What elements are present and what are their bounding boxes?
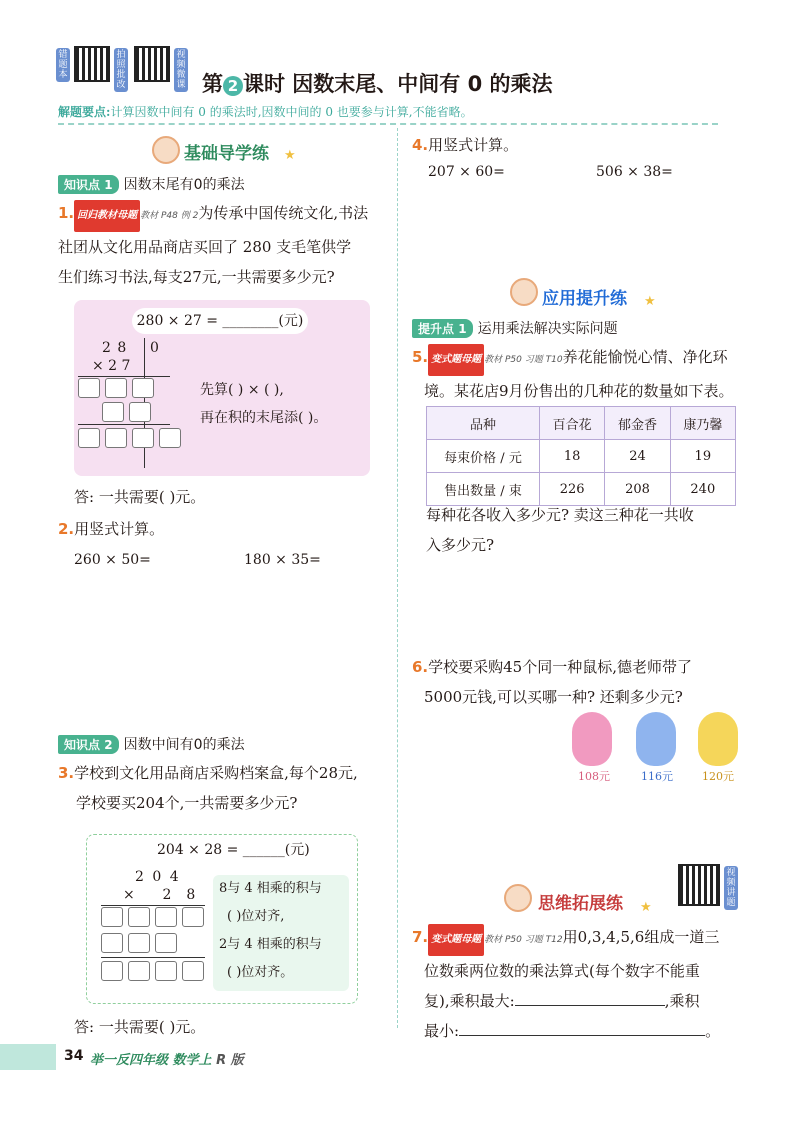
question-1	[58, 198, 388, 292]
video-explain-label: 视频讲题	[724, 866, 738, 910]
section-apply-title: 应用提升练	[542, 289, 627, 309]
mouse-price-2: 116元	[641, 770, 673, 783]
q1-box-row1	[78, 378, 154, 402]
table-row: 售出数量 / 束 226 208 240	[427, 473, 736, 506]
kp2-tag: 知识点 2	[58, 735, 119, 754]
q1-equation: 280 × 27 = ________(元)	[132, 308, 308, 334]
q1-line1: 为传承中国传统文化,书法	[198, 204, 369, 222]
blue-mouse-icon	[636, 712, 676, 766]
q4-expr-1: 207 × 60=	[428, 164, 505, 180]
q1-hint: 先算( ) × ( ), 再在积的末尾添( )。	[200, 382, 328, 426]
q2-expr-2: 180 × 35=	[244, 552, 321, 568]
lesson-number: 2	[223, 76, 243, 96]
knowledge-point-1	[58, 174, 245, 194]
max-product-blank[interactable]	[515, 1005, 665, 1006]
kid-mascot-icon	[152, 136, 180, 164]
lesson-title: 第 2 课时 因数末尾、中间有 0 的乘法	[202, 72, 553, 96]
q3-digits-row1: 2 0 4	[135, 869, 181, 885]
tips-text: 计算因数中间有 0 的乘法时,因数中间的 0 也要参与计算,不能省略。	[110, 105, 473, 119]
video-explain-qr-code[interactable]	[678, 864, 720, 906]
tips-label: 解题要点:	[58, 105, 111, 119]
section-basic-title: 基础导学练	[184, 144, 269, 164]
table-header-row: 品种 百合花 郁金香 康乃馨	[427, 407, 736, 440]
q1-work-panel	[74, 300, 370, 476]
question-2: 2.用竖式计算。	[58, 520, 165, 538]
question-5: 5. 变式题母题 教材 P50 习题 T10养花能愉悦心情、净化环 境。某花店9月份售出的几种花的数量如下表。	[412, 342, 748, 406]
q3-answer: 答: 一共需要( )元。	[74, 1018, 206, 1036]
mouse-price-3: 120元	[702, 770, 734, 783]
kid-mascot-icon	[510, 278, 538, 306]
q1-answer: 答: 一共需要( )元。	[74, 488, 206, 506]
wrong-book-tag	[56, 48, 70, 82]
q1-digit-zero: 0	[150, 340, 159, 356]
pink-mouse-icon	[572, 712, 612, 766]
column-divider	[397, 128, 398, 1028]
star-icon: ★	[640, 900, 652, 915]
kp1-tag: 知识点 1	[58, 175, 119, 194]
yellow-mouse-icon	[698, 712, 738, 766]
kp2-text: 因数中间有0的乘法	[123, 737, 245, 753]
tips-bar	[58, 103, 718, 125]
photo-grading-label: 拍照批改	[114, 48, 128, 92]
q3-note: 8与 4 相乘的积与 ( )位对齐, 2与 4 相乘的积与 ( )位对齐。	[213, 875, 349, 991]
video-lesson-qr-code[interactable]	[134, 46, 170, 82]
q1-rule	[78, 376, 170, 377]
q3-equation: 204 × 28 = ______(元)	[157, 842, 310, 858]
question-7: 7. 变式题母题 教材 P50 习题 T12用0,3,4,5,6组成一道三 位数乘两位数的乘法算式(每个数字不能重 复),乘积最大: ,乘积 最小: 。	[412, 922, 752, 1046]
q1-badge: 回归教材母题	[74, 200, 140, 232]
improve-point-1	[412, 318, 618, 338]
star-icon: ★	[644, 294, 656, 309]
q2-expr-1: 260 × 50=	[74, 552, 151, 568]
star-icon: ★	[284, 148, 296, 163]
q1-ref: 教材 P48 例 2	[140, 211, 199, 221]
q1-line3: 生们练习书法,每支27元,一共需要多少元?	[58, 268, 335, 286]
flower-sales-table	[426, 406, 736, 506]
q1-number: 1.	[58, 204, 75, 222]
q4-expr-2: 506 × 38=	[596, 164, 673, 180]
question-4: 4.用竖式计算。	[412, 136, 519, 154]
mouse-price-1: 108元	[578, 770, 610, 783]
q3-digits-row2: × 2 8	[123, 887, 198, 903]
q1-box-row2	[102, 402, 151, 426]
q1-rule2	[78, 424, 170, 425]
table-row: 每束价格 / 元 18 24 19	[427, 440, 736, 473]
q1-digits-row1: 2 8	[102, 340, 128, 356]
footer-band	[0, 1044, 56, 1070]
min-product-blank[interactable]	[459, 1035, 705, 1036]
kp1-text: 因数末尾有0的乘法	[123, 177, 245, 193]
question-3: 3.学校到文化用品商店采购档案盒,每个28元, 学校要买204个,一共需要多少元?	[58, 764, 358, 812]
q1-line2: 社团从文化用品商店买回了 280 支毛笔供学	[58, 238, 352, 256]
q3-rule	[101, 905, 205, 906]
q1-digits-row2: × 2 7	[92, 358, 131, 374]
knowledge-point-2	[58, 734, 245, 754]
footer-brand: 举一反四年级 数学上 R 版	[90, 1053, 244, 1068]
q1-box-row3	[78, 428, 181, 452]
section-think-title: 思维拓展练	[538, 894, 623, 914]
page-number: 34	[64, 1048, 84, 1064]
wrong-book-label: 错题本	[56, 48, 70, 82]
q3-work-panel	[86, 834, 358, 1004]
wrong-book-qr-code[interactable]	[74, 46, 110, 82]
kid-mascot-icon	[504, 884, 532, 912]
question-6: 6.学校要采购45个同一种鼠标,德老师带了 5000元钱,可以买哪一种? 还剩多少元?	[412, 658, 692, 706]
q5-question: 每种花各收入多少元? 卖这三种花一共收 入多少元?	[426, 506, 694, 554]
kp3-tag: 提升点 1	[412, 319, 473, 338]
video-lesson-label: 视频微课	[174, 48, 188, 92]
kp3-text: 运用乘法解决实际问题	[477, 321, 618, 337]
